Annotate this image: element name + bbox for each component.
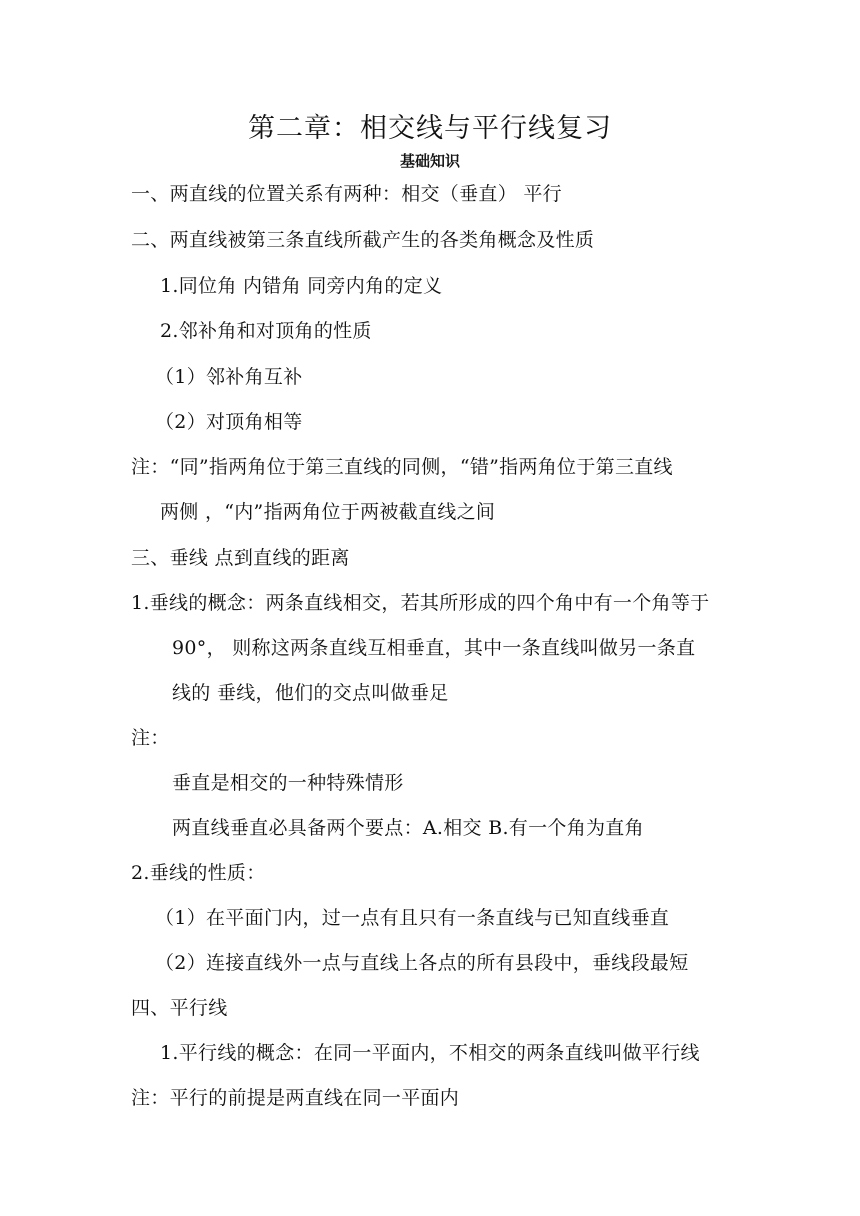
text-line: （1）邻补角互补 <box>155 366 303 388</box>
text-line: （2）对顶角相等 <box>155 411 303 433</box>
document-title: 第二章：相交线与平行线复习 <box>248 113 612 144</box>
text-line: 垂直是相交的一种特殊情形 <box>172 772 404 794</box>
text-line: 两直线垂直必具备两个要点：A.相交 B.有一个角为直角 <box>172 817 644 839</box>
text-line: 90°， 则称这两条直线互相垂直，其中一条直线叫做另一条直 <box>172 637 696 659</box>
text-line: 1.垂线的概念：两条直线相交，若其所形成的四个角中有一个角等于 <box>131 592 710 614</box>
text-line: 两侧 ，“内”指两角位于两被截直线之间 <box>160 501 496 523</box>
text-line: 1.平行线的概念：在同一平面内，不相交的两条直线叫做平行线 <box>160 1042 700 1064</box>
text-line: 注：“同”指两角位于第三直线的同侧，“错”指两角位于第三直线 <box>131 456 673 478</box>
text-line: 2.垂线的性质： <box>131 862 266 884</box>
text-line: 三、垂线 点到直线的距离 <box>131 547 350 569</box>
text-line: （2）连接直线外一点与直线上各点的所有县段中，垂线段最短 <box>155 952 689 974</box>
text-line: 注：平行的前提是两直线在同一平面内 <box>131 1087 460 1109</box>
text-line: 二、两直线被第三条直线所截产生的各类角概念及性质 <box>131 229 595 251</box>
text-line: 一、两直线的位置关系有两种：相交（垂直） 平行 <box>131 183 562 205</box>
text-line: 2.邻补角和对顶角的性质 <box>160 320 372 342</box>
text-line: 四、平行线 <box>131 997 228 1019</box>
text-line: 1.同位角 内错角 同旁内角的定义 <box>160 275 443 297</box>
text-line: 线的 垂线，他们的交点叫做垂足 <box>172 682 449 704</box>
text-line: 注： <box>131 727 170 749</box>
document-subtitle: 基础知识 <box>399 152 460 170</box>
text-line: （1）在平面门内，过一点有且只有一条直线与已知直线垂直 <box>155 907 670 929</box>
